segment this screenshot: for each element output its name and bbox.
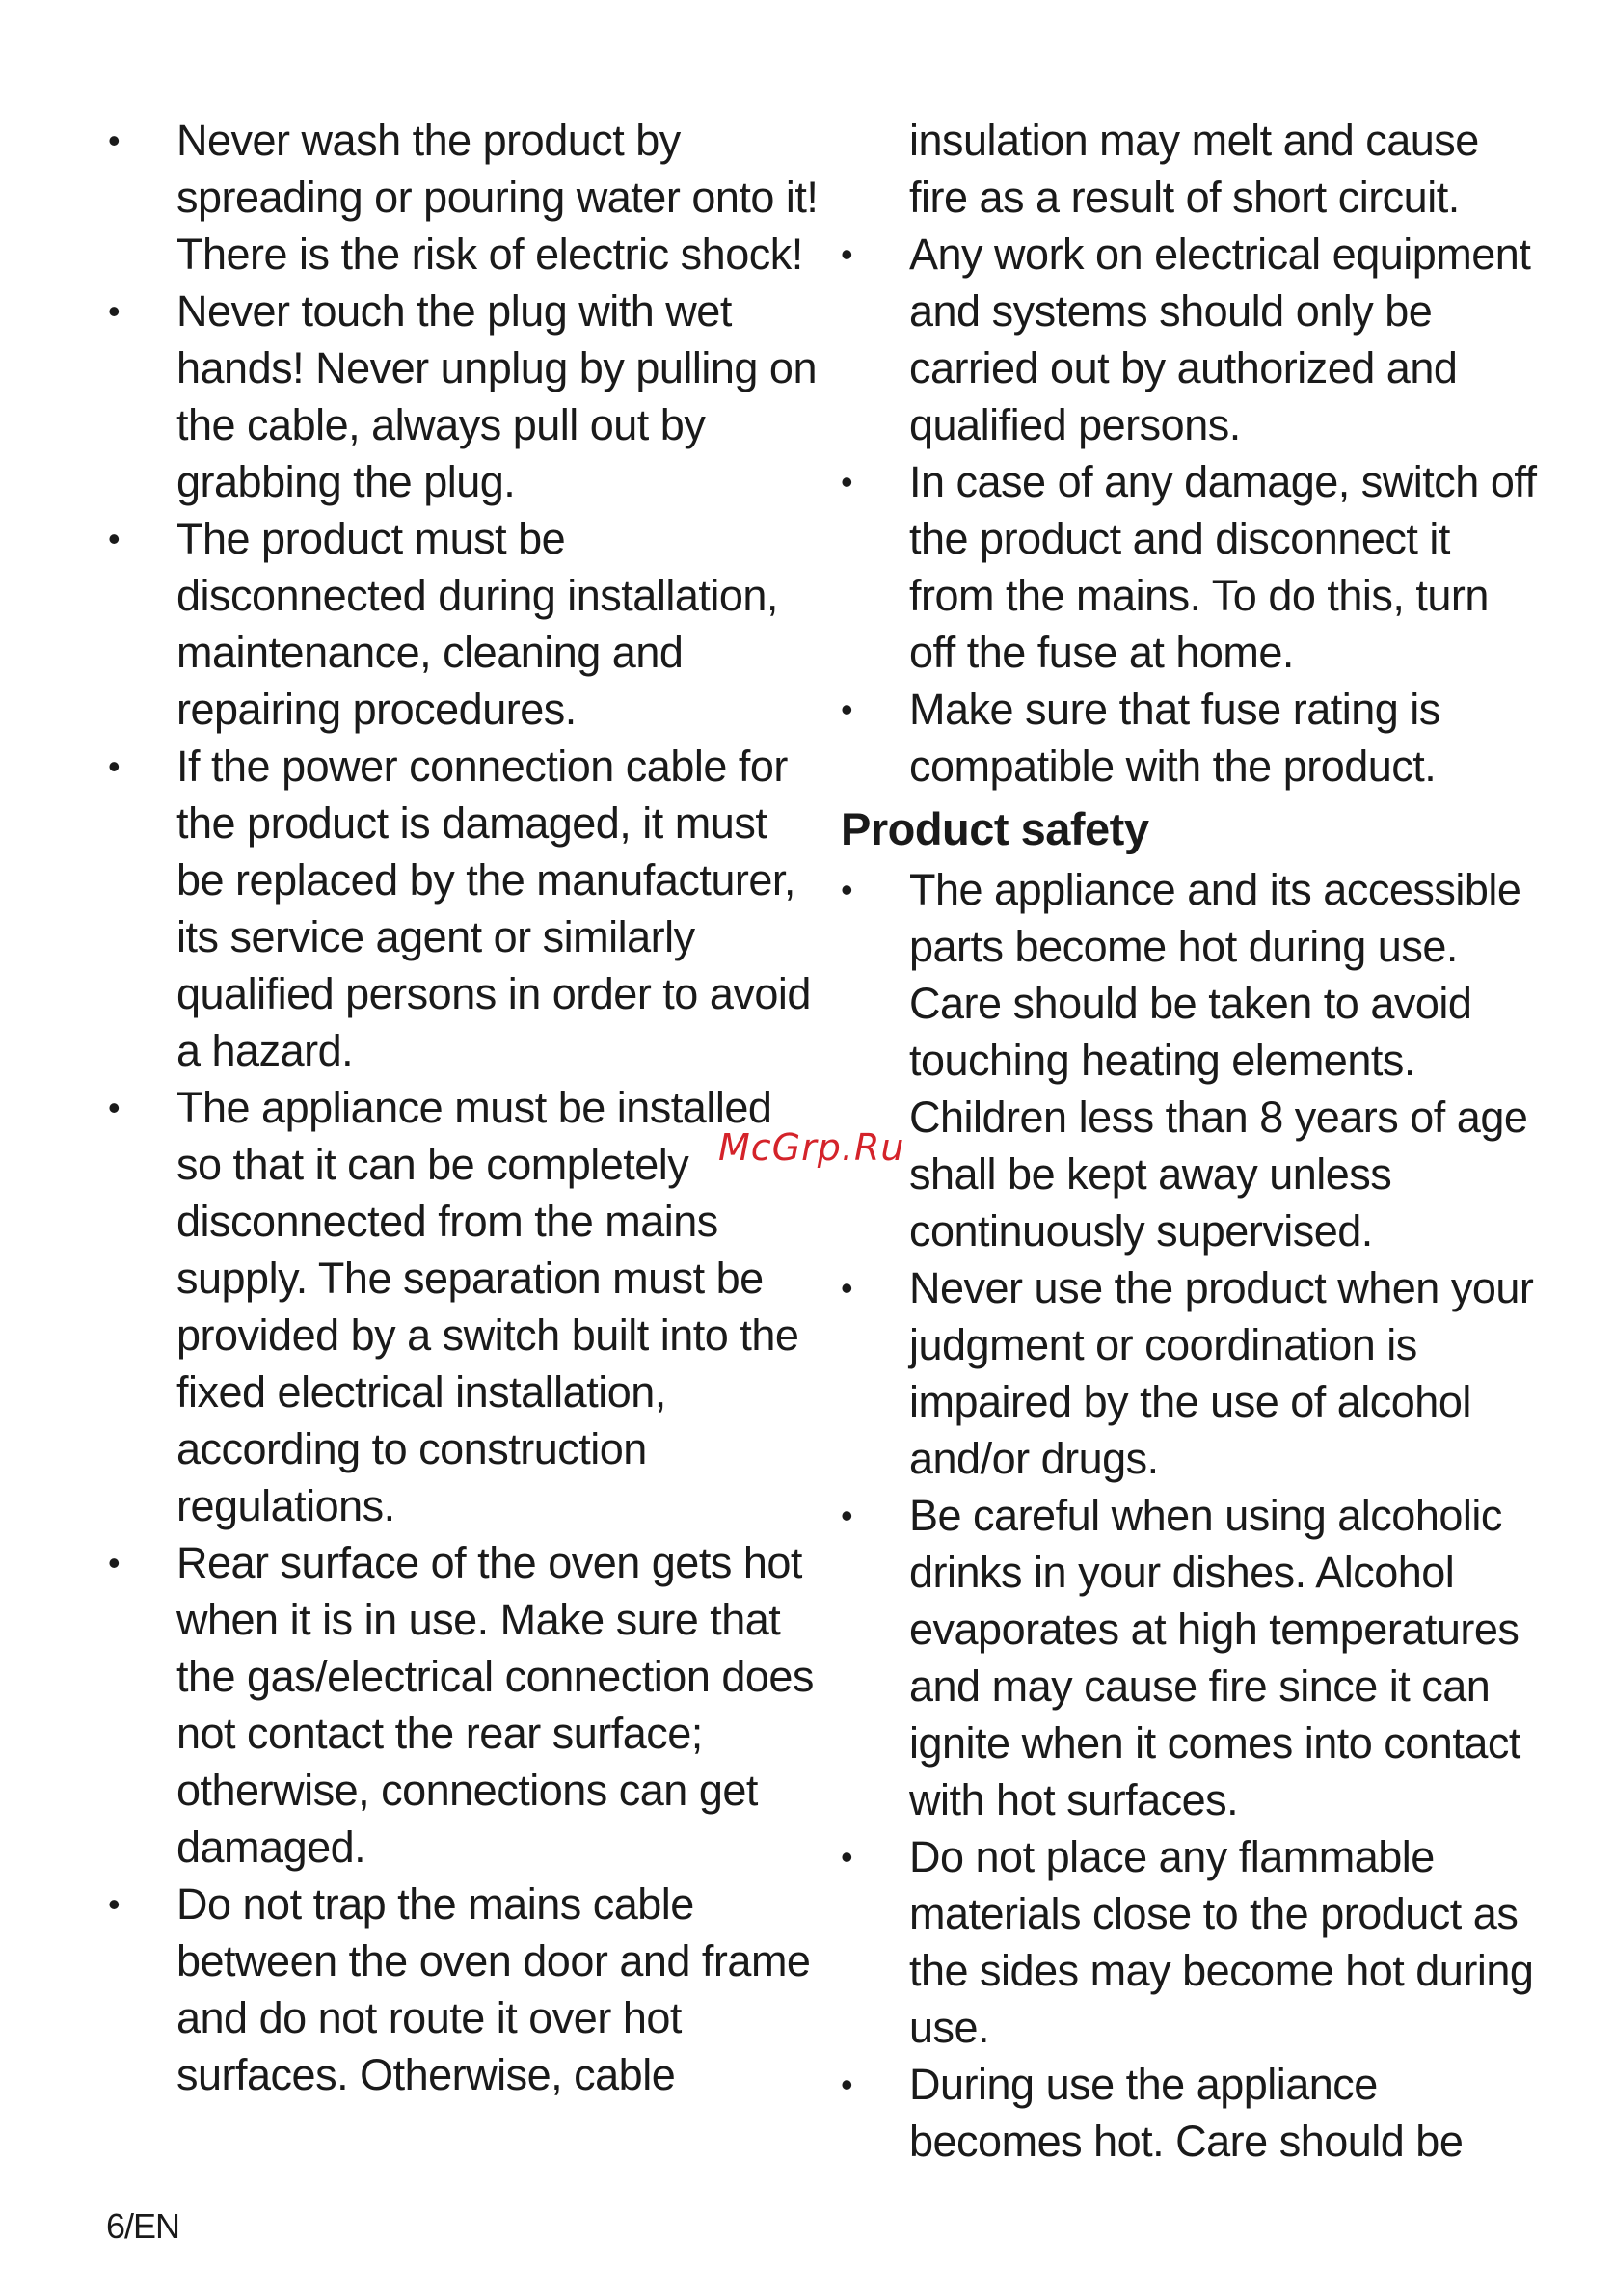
- list-item-line: parts become hot during use.: [909, 922, 1458, 971]
- list-item: [108, 1876, 811, 2103]
- list-item: [108, 1534, 814, 1876]
- list-item-line: off the fuse at home.: [909, 628, 1294, 677]
- list-item-line: provided by a switch built into the: [176, 1310, 799, 1360]
- list-item-line: In case of any damage, switch off: [909, 457, 1537, 506]
- list-item-line: regulations.: [176, 1481, 395, 1530]
- list-item-line: spreading or pouring water onto it!: [176, 173, 819, 222]
- list-item-line: between the oven door and frame: [176, 1936, 811, 1985]
- list-item-line: ignite when it comes into contact: [909, 1718, 1520, 1768]
- list-item-line: Make sure that fuse rating is: [909, 685, 1440, 734]
- list-item-line: Never touch the plug with wet: [176, 286, 732, 336]
- list-item-line: Care should be taken to avoid: [909, 979, 1472, 1028]
- bullet-icon: •: [841, 462, 853, 501]
- list-item: [841, 1259, 1535, 1487]
- list-item-line: judgment or coordination is: [909, 1320, 1417, 1369]
- bullet-icon: •: [841, 870, 853, 909]
- list-item: [108, 112, 819, 283]
- list-item: [841, 453, 1535, 681]
- list-item-line: otherwise, connections can get: [176, 1766, 758, 1815]
- list-item: [108, 283, 817, 510]
- bullet-icon: •: [108, 1884, 121, 1924]
- list-item-line: If the power connection cable for: [176, 742, 788, 791]
- list-item-line: drinks in your dishes. Alcohol: [909, 1548, 1455, 1597]
- list-item-line: qualified persons.: [909, 400, 1241, 449]
- list-item-line: with hot surfaces.: [909, 1775, 1239, 1824]
- bullet-icon: •: [108, 519, 121, 558]
- list-item: [841, 1828, 1535, 2056]
- list-item: [108, 738, 811, 1079]
- list-item-line: impaired by the use of alcohol: [909, 1377, 1471, 1426]
- list-item: [841, 1487, 1535, 1828]
- list-item-line: Never use the product when your: [909, 1263, 1534, 1312]
- list-item-line: The appliance must be installed: [176, 1083, 772, 1132]
- list-item-line: During use the appliance: [909, 2060, 1378, 2109]
- list-item-line: evaporates at high temperatures: [909, 1605, 1520, 1654]
- bullet-icon: •: [108, 1543, 121, 1582]
- list-item-line: and do not route it over hot: [176, 1993, 682, 2042]
- list-item-line: its service agent or similarly: [176, 912, 695, 961]
- list-item-line: repairing procedures.: [176, 685, 577, 734]
- bullet-icon: •: [841, 689, 853, 729]
- list-item-line: grabbing the plug.: [176, 457, 516, 506]
- list-item-line: disconnected from the mains: [176, 1197, 718, 1246]
- list-item-line: Children less than 8 years of age: [909, 1093, 1528, 1142]
- list-item-line: supply. The separation must be: [176, 1254, 764, 1303]
- list-item: [841, 861, 1535, 1259]
- list-item-line: continuously supervised.: [909, 1206, 1373, 1256]
- watermark-text: McGrp.Ru: [718, 1126, 905, 1169]
- bullet-icon: •: [841, 2065, 853, 2104]
- list-item-line: maintenance, cleaning and: [176, 628, 684, 677]
- bullet-icon: •: [108, 746, 121, 786]
- list-item: [841, 681, 1535, 795]
- list-item-line: compatible with the product.: [909, 742, 1437, 791]
- list-item-line: There is the risk of electric shock!: [176, 230, 803, 279]
- list-item-line: use.: [909, 2003, 990, 2052]
- list-item-line: not contact the rear surface;: [176, 1709, 703, 1758]
- right-column: [841, 112, 1535, 2170]
- list-item-line: carried out by authorized and: [909, 343, 1458, 392]
- list-item-line: when it is in use. Make sure that: [176, 1595, 781, 1644]
- bullet-icon: •: [108, 121, 121, 160]
- list-item-line: damaged.: [176, 1823, 366, 1872]
- list-item-line: so that it can be completely: [176, 1140, 689, 1189]
- bullet-icon: •: [841, 234, 853, 274]
- list-item-line: shall be kept away unless: [909, 1149, 1392, 1199]
- bullet-icon: •: [841, 1268, 853, 1308]
- list-item-line: Never wash the product by: [176, 116, 681, 165]
- list-item-line: Any work on electrical equipment: [909, 230, 1531, 279]
- list-item-line: Do not place any flammable: [909, 1832, 1435, 1881]
- list-item: [841, 226, 1535, 453]
- list-item-line: according to construction: [176, 1424, 647, 1473]
- continued-text: [841, 112, 1535, 226]
- bullet-icon: •: [108, 291, 121, 331]
- list-item: [108, 510, 802, 738]
- list-item-line: qualified persons in order to avoid: [176, 969, 811, 1018]
- page-number: 6/EN: [106, 2206, 180, 2246]
- list-item-line: Do not trap the mains cable: [176, 1879, 694, 1929]
- bullet-icon: •: [841, 1496, 853, 1535]
- bullet-icon: •: [108, 1088, 121, 1127]
- list-item-line: materials close to the product as: [909, 1889, 1519, 1938]
- list-item-line: and may cause fire since it can: [909, 1661, 1491, 1711]
- list-item-line: fixed electrical installation,: [176, 1367, 666, 1417]
- list-item-line: Be careful when using alcoholic: [909, 1491, 1502, 1540]
- continued-line: insulation may melt and cause: [909, 116, 1479, 165]
- list-item-line: the sides may become hot during: [909, 1946, 1534, 1995]
- list-item-line: from the mains. To do this, turn: [909, 571, 1489, 620]
- list-item-line: and/or drugs.: [909, 1434, 1159, 1483]
- list-item: [108, 1079, 802, 1534]
- list-item-line: Rear surface of the oven gets hot: [176, 1538, 802, 1587]
- list-item-line: becomes hot. Care should be: [909, 2117, 1464, 2166]
- list-item-line: The product must be: [176, 514, 566, 563]
- list-item-line: hands! Never unplug by pulling on: [176, 343, 817, 392]
- list-item-line: touching heating elements.: [909, 1036, 1415, 1085]
- list-item-line: disconnected during installation,: [176, 571, 778, 620]
- list-item-line: the product and disconnect it: [909, 514, 1450, 563]
- section-heading-product-safety: Product safety: [841, 803, 1149, 854]
- list-item-line: be replaced by the manufacturer,: [176, 855, 795, 905]
- list-item-line: a hazard.: [176, 1026, 354, 1075]
- list-item-line: surfaces. Otherwise, cable: [176, 2050, 676, 2099]
- list-item-line: the cable, always pull out by: [176, 400, 706, 449]
- list-item-line: and systems should only be: [909, 286, 1433, 336]
- list-item-line: the product is damaged, it must: [176, 798, 767, 848]
- list-item: [841, 2056, 1535, 2170]
- continued-line: fire as a result of short circuit.: [909, 173, 1460, 222]
- list-item-line: the gas/electrical connection does: [176, 1652, 814, 1701]
- list-item-line: The appliance and its accessible: [909, 865, 1521, 914]
- bullet-icon: •: [841, 1837, 853, 1877]
